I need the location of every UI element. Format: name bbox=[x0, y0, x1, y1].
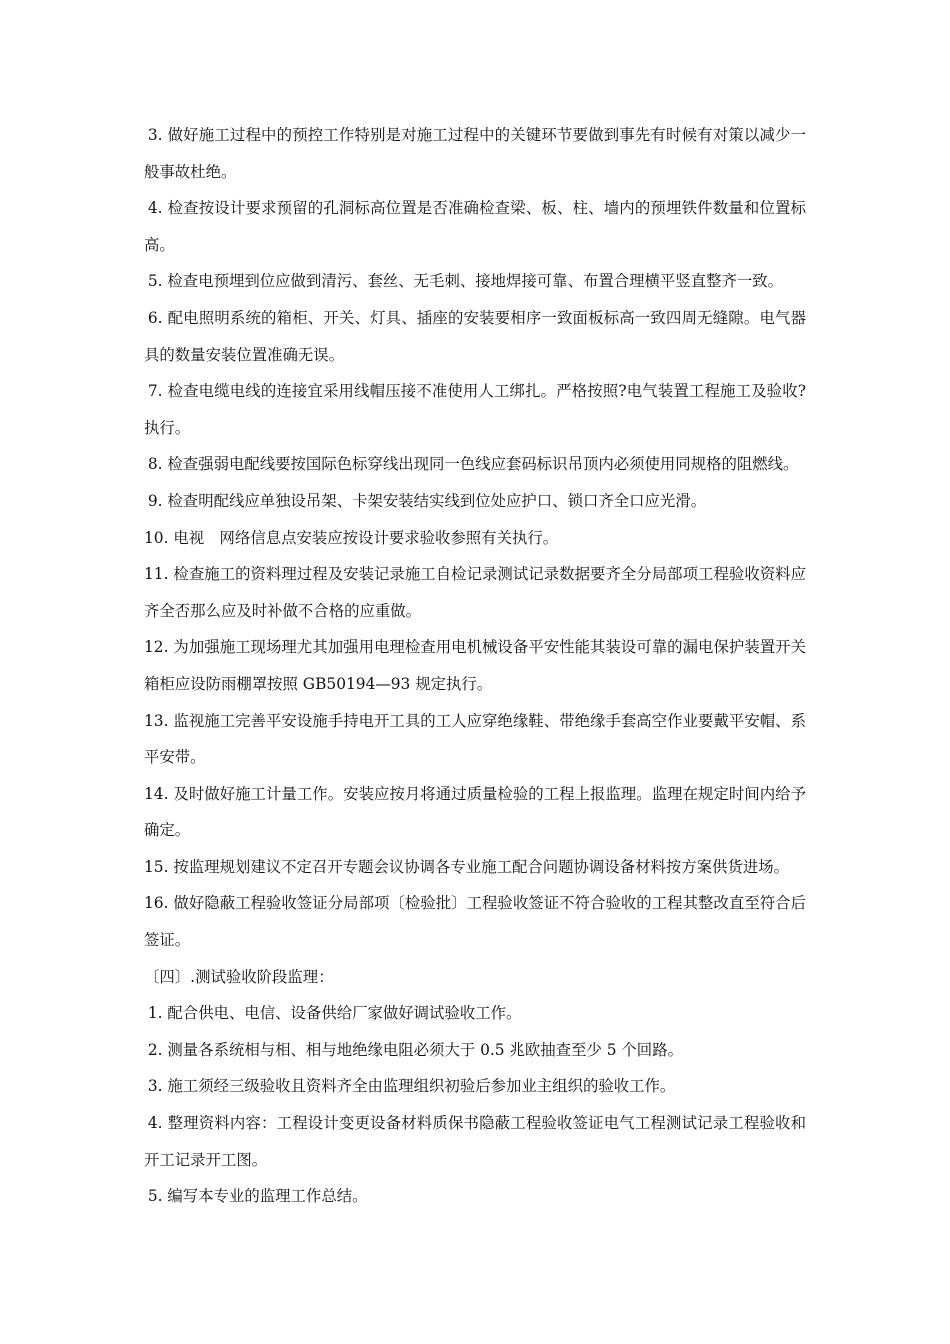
paragraph-item-5: 5. 检查电预埋到位应做到清污、套丝、无毛刺、接地焊接可靠、布置合理横平竖直整齐一致。 bbox=[147, 272, 784, 291]
paragraph-item-8: 8. 检查强弱电配线要按国际色标穿线出现同一色线应套码标识吊顶内必须使用同规格的阻燃线。 bbox=[147, 455, 799, 474]
section-heading-testing-acceptance: 〔四〕.测试验收阶段监理： bbox=[144, 967, 334, 986]
paragraph-item-6: 6. 配电照明系统的箱柜、开关、灯具、插座的安装要相序一致面板标高一致四周无缝隙。电气器具的数量安装位置准确无误。 bbox=[144, 308, 806, 364]
paragraph-item-15: 15. 按监理规划建议不定召开专题会议协调各专业施工配合问题协调设备材料按方案供货进场。 bbox=[144, 857, 789, 876]
paragraph-item-7: 7. 检查电缆电线的连接宜采用线帽压接不准使用人工绑扎。严格按照?电气装置工程施工及验收?执行。 bbox=[144, 382, 806, 437]
document-body bbox=[144, 117, 806, 1215]
paragraph-item-16: 16. 做好隐蔽工程验收签证分局部项〔检验批〕工程验收签证不符合验收的工程其整改直至符合后签证。 bbox=[144, 894, 806, 950]
paragraph-item-11: 11. 检查施工的资料理过程及安装记录施工自检记录测试记录数据要齐全分局部项工程验收资料应齐全否那么应及时补做不合格的应重做。 bbox=[144, 565, 806, 620]
acceptance-item-2: 2. 测量各系统相与相、相与地绝缘电阻必须大于 0.5 兆欧抽查至少 5 个回路。 bbox=[147, 1040, 683, 1059]
paragraph-item-13: 13. 监视施工完善平安设施手持电开工具的工人应穿绝缘鞋、带绝缘手套高空作业要戴平安帽、系平安带。 bbox=[144, 711, 806, 767]
paragraph-item-4: 4. 检查按设计要求预留的孔洞标高位置是否准确检查梁、板、柱、墙内的预埋铁件数量和位置标高。 bbox=[144, 199, 806, 254]
acceptance-item-4: 4. 整理资料内容：工程设计变更设备材料质保书隐蔽工程验收签证电气工程测试记录工程验收和开工记录开工图。 bbox=[144, 1114, 806, 1169]
paragraph-item-9: 9. 检查明配线应单独设吊架、卡架安装结实线到位处应护口、锁口齐全口应光滑。 bbox=[147, 491, 707, 510]
paragraph-item-10: 10. 电视 网络信息点安装应按设计要求验收参照有关执行。 bbox=[144, 528, 559, 547]
acceptance-item-1: 1. 配合供电、电信、设备供给厂家做好调试验收工作。 bbox=[147, 1004, 522, 1023]
acceptance-item-3: 3. 施工须经三级验收且资料齐全由监理组织初验后参加业主组织的验收工作。 bbox=[147, 1077, 676, 1096]
paragraph-item-14: 14. 及时做好施工计量工作。安装应按月将通过质量检验的工程上报监理。监理在规定时间内给予确定。 bbox=[144, 784, 806, 840]
paragraph-item-12: 12. 为加强施工现场理尤其加强用电理检查用电机械设备平安性能其装设可靠的漏电保护装置开关箱柜应设防雨棚罩按照 GB50194—93 规定执行。 bbox=[144, 638, 806, 693]
acceptance-item-5: 5. 编写本专业的监理工作总结。 bbox=[147, 1187, 368, 1206]
paragraph-item-3: 3. 做好施工过程中的预控工作特别是对施工过程中的关键环节要做到事先有时候有对策以减少一般事故杜绝。 bbox=[144, 126, 806, 181]
